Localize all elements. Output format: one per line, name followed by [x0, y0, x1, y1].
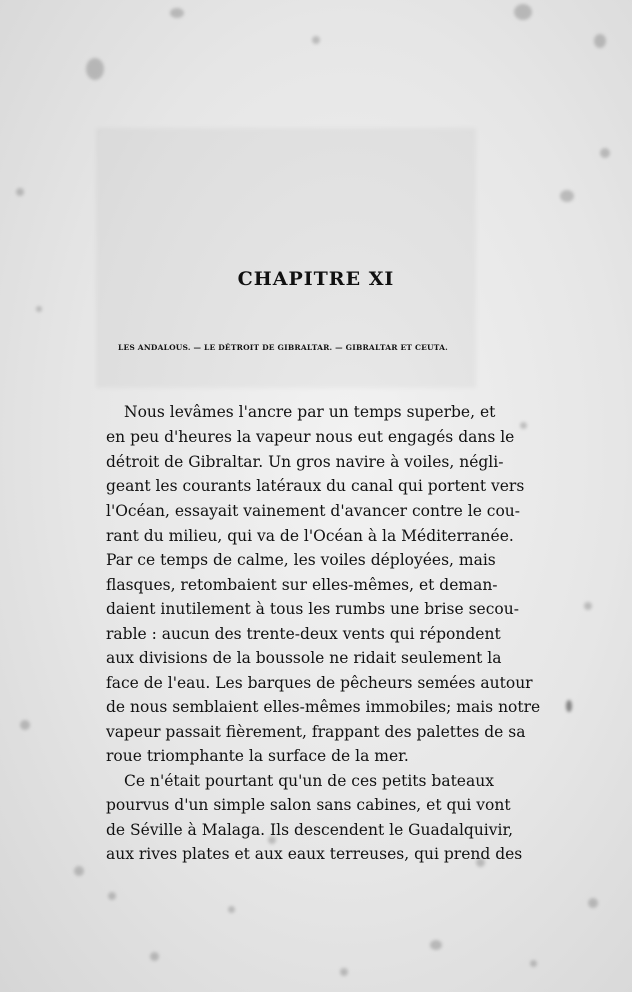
foxing-spot: [584, 602, 592, 610]
body-line: rant du milieu, qui va de l'Océan à la Méditerranée.: [106, 527, 514, 545]
body-line: Par ce temps de calme, les voiles déployées, mais: [106, 551, 496, 569]
foxing-spot: [86, 58, 104, 80]
body-line: en peu d'heures la vapeur nous eut engagés dans le: [106, 428, 515, 446]
foxing-spot: [566, 700, 572, 712]
body-line: daient inutilement à tous les rumbs une brise secou-: [106, 600, 519, 618]
body-line: rable : aucun des trente-deux vents qui répondent: [106, 625, 501, 643]
chapter-title: CHAPITRE XI: [237, 268, 395, 290]
foxing-spot: [36, 306, 42, 312]
foxing-spot: [600, 148, 610, 158]
body-line: aux divisions de la boussole ne ridait seulement la: [106, 649, 502, 667]
body-line: geant les courants latéraux du canal qui portent vers: [106, 477, 525, 495]
foxing-spot: [340, 968, 348, 976]
foxing-spot: [228, 906, 235, 913]
foxing-spot: [430, 940, 442, 950]
body-line: aux rives plates et aux eaux terreuses, qui prend des: [106, 845, 523, 863]
foxing-spot: [20, 720, 30, 730]
foxing-spot: [150, 952, 159, 961]
foxing-spot: [530, 960, 537, 967]
foxing-spot: [108, 892, 116, 900]
body-line: de Séville à Malaga. Ils descendent le Guadalquivir,: [106, 821, 514, 839]
foxing-spot: [560, 190, 574, 202]
body-line: pourvus d'un simple salon sans cabines, et qui vont: [106, 796, 511, 814]
foxing-spot: [594, 34, 606, 48]
body-line: face de l'eau. Les barques de pêcheurs semées autour: [106, 674, 533, 692]
foxing-spot: [16, 188, 24, 196]
foxing-spot: [514, 4, 532, 20]
foxing-spot: [588, 898, 598, 908]
body-line: détroit de Gibraltar. Un gros navire à voiles, négli-: [106, 453, 504, 471]
foxing-spot: [74, 866, 84, 876]
body-line: roue triomphante la surface de la mer.: [106, 747, 409, 765]
foxing-spot: [520, 422, 527, 429]
body-line: Ce n'était pourtant qu'un de ces petits bateaux: [124, 772, 494, 790]
body-line: flasques, retombaient sur elles-mêmes, et deman-: [106, 576, 498, 594]
body-line: l'Océan, essayait vainement d'avancer contre le cou-: [106, 502, 521, 520]
body-line: Nous levâmes l'ancre par un temps superbe, et: [124, 403, 496, 421]
body-line: vapeur passait fièrement, frappant des palettes de sa: [106, 723, 526, 741]
foxing-spot: [170, 8, 184, 18]
foxing-spot: [312, 36, 320, 44]
body-line: de nous semblaient elles-mêmes immobiles; mais notre: [106, 698, 541, 716]
chapter-summary: LES ANDALOUS. — LE DÉTROIT DE GIBRALTAR. — GIBRALTAR ET CEUTA.: [117, 343, 448, 352]
